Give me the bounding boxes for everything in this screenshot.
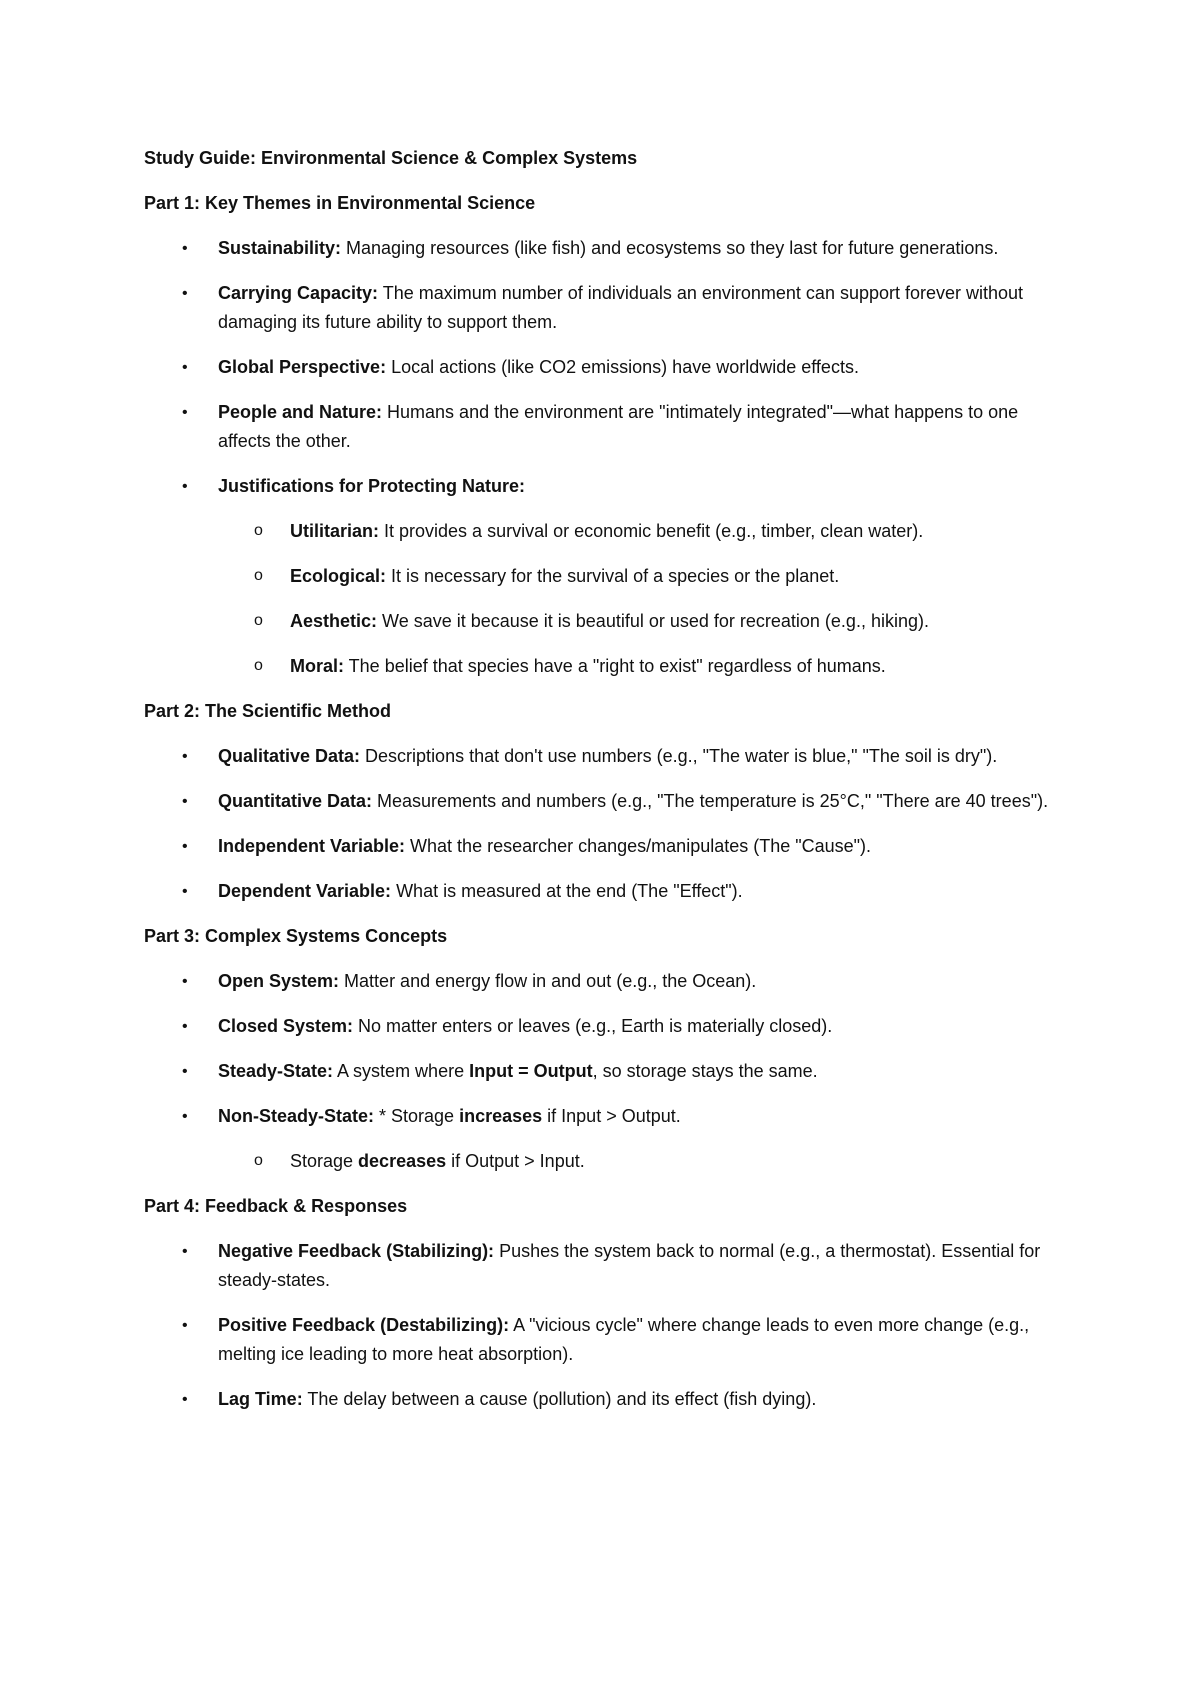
term: Positive Feedback (Destabilizing): — [218, 1315, 510, 1335]
list-item — [144, 877, 1064, 906]
definition: Matter and energy flow in and out (e.g., the Ocean). — [339, 971, 757, 991]
definition: What the researcher changes/manipulates (The "Cause"). — [405, 836, 872, 856]
definition: We save it because it is beautiful or used for recreation (e.g., hiking). — [377, 611, 929, 631]
definition-post: if Input > Output. — [542, 1106, 681, 1126]
list-item — [144, 967, 1064, 996]
list-item — [144, 832, 1064, 861]
term: Non-Steady-State: — [218, 1106, 375, 1126]
list-item — [144, 1237, 1064, 1295]
list-item — [144, 1057, 1064, 1086]
sub-list-item — [144, 652, 1064, 681]
definition: The maximum number of individuals an environment can support forever without damaging its future ability to support them. — [218, 283, 1024, 332]
part-4-heading: Part 4: Feedback & Responses — [144, 1196, 408, 1216]
term: Dependent Variable: — [218, 881, 392, 901]
sub-bullet-marker: o — [254, 522, 263, 539]
list-item — [144, 1311, 1064, 1369]
bullet-marker: • — [182, 1063, 188, 1080]
term: Quantitative Data: — [218, 791, 373, 811]
term: Moral: — [290, 656, 344, 676]
sub-list-item — [144, 607, 1064, 636]
list-item — [144, 1385, 1064, 1414]
definition: Measurements and numbers (e.g., "The temperature is 25°C," "There are 40 trees"). — [372, 791, 1049, 811]
document-title: Study Guide: Environmental Science & Complex Systems — [144, 148, 638, 168]
definition-pre: * Storage — [374, 1106, 460, 1126]
definition: Pushes the system back to normal (e.g., a thermostat). Essential for steady-states. — [218, 1241, 1041, 1290]
list-item — [144, 279, 1064, 337]
definition: Local actions (like CO2 emissions) have worldwide effects. — [386, 357, 859, 377]
bullet-marker: • — [182, 240, 188, 257]
part-2-heading: Part 2: The Scientific Method — [144, 701, 392, 721]
bullet-marker: • — [182, 793, 188, 810]
part-1-heading: Part 1: Key Themes in Environmental Science — [144, 193, 536, 213]
definition: What is measured at the end (The "Effect"). — [391, 881, 743, 901]
definition-post: , so storage stays the same. — [592, 1061, 818, 1081]
bullet-marker: • — [182, 285, 188, 302]
term: Utilitarian: — [290, 521, 380, 541]
definition-bold: increases — [459, 1106, 543, 1126]
definition-pre: A system where — [333, 1061, 470, 1081]
sub-bullet-marker: o — [254, 612, 263, 629]
document-page — [144, 144, 1064, 1430]
term: Lag Time: — [218, 1389, 303, 1409]
term: Independent Variable: — [218, 836, 406, 856]
list-item — [144, 787, 1064, 816]
list-item — [144, 472, 1064, 501]
term: Open System: — [218, 971, 340, 991]
definition-bold: Input = Output — [469, 1061, 593, 1081]
term: Negative Feedback (Stabilizing): — [218, 1241, 495, 1261]
list-item — [144, 1102, 1064, 1131]
term: Aesthetic: — [290, 611, 378, 631]
definition: The delay between a cause (pollution) and its effect (fish dying). — [302, 1389, 817, 1409]
definition: No matter enters or leaves (e.g., Earth is materially closed). — [353, 1016, 833, 1036]
term: Global Perspective: — [218, 357, 387, 377]
bullet-marker: • — [182, 1018, 188, 1035]
bullet-marker: • — [182, 1243, 188, 1260]
bullet-marker: • — [182, 1391, 188, 1408]
definition-bold: decreases — [358, 1151, 447, 1171]
definition: Descriptions that don't use numbers (e.g., "The water is blue," "The soil is dry"). — [360, 746, 998, 766]
definition: A "vicious cycle" where change leads to even more change (e.g., melting ice leading to more heat absorption). — [218, 1315, 1030, 1364]
sub-bullet-marker: o — [254, 1152, 263, 1169]
definition: Humans and the environment are "intimately integrated"—what happens to one affects the other. — [218, 402, 1019, 451]
term: Carrying Capacity: — [218, 283, 379, 303]
definition: It provides a survival or economic benefit (e.g., timber, clean water). — [379, 521, 924, 541]
sub-bullet-marker: o — [254, 657, 263, 674]
term: Justifications for Protecting Nature: — [218, 476, 526, 496]
term: Steady-State: — [218, 1061, 334, 1081]
term: Ecological: — [290, 566, 387, 586]
bullet-marker: • — [182, 404, 188, 421]
part-3-heading: Part 3: Complex Systems Concepts — [144, 926, 448, 946]
definition: The belief that species have a "right to exist" regardless of humans. — [344, 656, 886, 676]
definition-post: if Output > Input. — [446, 1151, 585, 1171]
bullet-marker: • — [182, 359, 188, 376]
definition: Managing resources (like fish) and ecosystems so they last for future generations. — [341, 238, 999, 258]
bullet-marker: • — [182, 748, 188, 765]
bullet-marker: • — [182, 838, 188, 855]
term: Closed System: — [218, 1016, 354, 1036]
bullet-marker: • — [182, 1108, 188, 1125]
sub-list-item — [144, 1147, 1064, 1176]
list-item — [144, 353, 1064, 382]
bullet-marker: • — [182, 973, 188, 990]
definition-pre: Storage — [290, 1151, 359, 1171]
term: Qualitative Data: — [218, 746, 361, 766]
sub-list-item — [144, 517, 1064, 546]
list-item — [144, 1012, 1064, 1041]
definition: It is necessary for the survival of a species or the planet. — [386, 566, 840, 586]
sub-bullet-marker: o — [254, 567, 263, 584]
list-item — [144, 234, 1064, 263]
term: Sustainability: — [218, 238, 342, 258]
term: People and Nature: — [218, 402, 383, 422]
sub-list-item — [144, 562, 1064, 591]
bullet-marker: • — [182, 1317, 188, 1334]
bullet-marker: • — [182, 883, 188, 900]
list-item — [144, 398, 1064, 456]
bullet-marker: • — [182, 478, 188, 495]
list-item — [144, 742, 1064, 771]
